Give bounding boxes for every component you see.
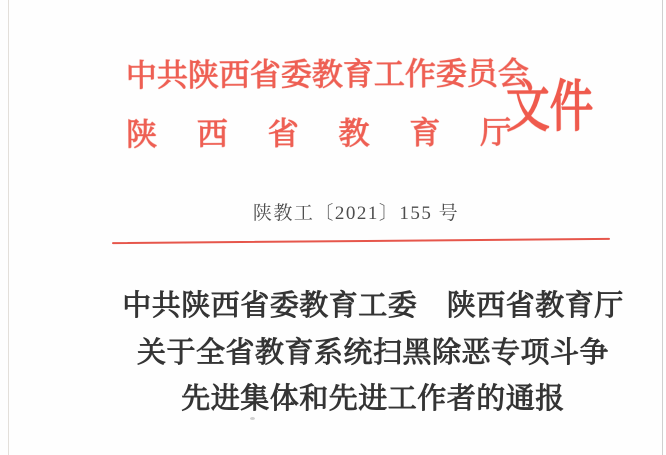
title-line-3: 先进集体和先进工作者的通报 — [181, 383, 565, 415]
document-number: 陕教工〔2021〕155 号 — [252, 203, 460, 224]
document-marker: 文件 — [505, 76, 594, 140]
document-title — [0, 283, 666, 423]
title-line-1: 中共陕西省委教育工委 陕西省教育厅 — [122, 290, 624, 322]
agency-names — [125, 56, 529, 153]
agency-name-line2: 陕 西 省 教 育 厅 — [126, 115, 512, 153]
scan-speck — [250, 417, 255, 420]
agency-name-line1: 中共陕西省委教育工作委员会 — [125, 56, 529, 94]
red-divider-line — [112, 238, 610, 245]
title-line-2: 关于全省教育系统扫黑除恶专项斗争 — [136, 336, 609, 369]
letterhead — [126, 57, 618, 152]
